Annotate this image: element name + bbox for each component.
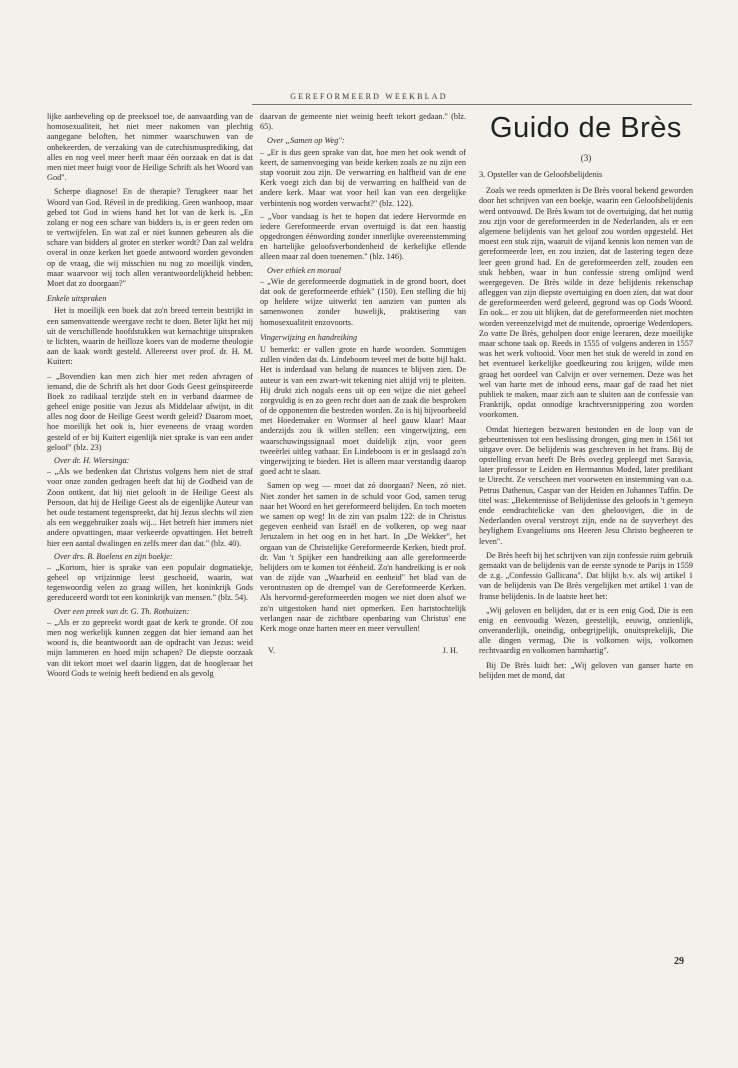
signature-right: J. H.	[442, 646, 458, 656]
page-number: 29	[674, 956, 684, 967]
column-right	[479, 170, 693, 685]
paragraph: Zoals we reeds opmerkten is De Brès vooral bekend geworden door het schrijven van een boekje, waarin een Geloofsbelijdenis werd ontvouwd. De Brès kwam tot de overtuiging, dat het nuttig zou zijn voor de gereformeerden in de Nederlanden, als er een algemene belijdenis van het geloof zou worden opgesteld. Het moest een stuk zijn, waaruit de vijand kennis kon nemen van de gereformeerde leer, en zou inzien, dat de lastering tegen deze leer geen grond had. En de gereformeerden zelf, zouden een stuk hebben, waar in hun confessie streng omlijnd werd weergegeven. De Brès wilde in deze belijdenis rekenschap afleggen van zijn diepste overtuiging en doen zien, dat wat door de gereformeerden werd geleerd, gegrond was op Gods Woord. En ook... er zou uit blijken, dat de gereformeerden niet mochten worden vereenzelvigd met de muitende, oproerige Wederdopers. Zo vatte De Brès, geholpen door enige leeraren, deze moeilijke maar schone taak op. Reeds in 1555 of volgens anderen in 1557 was het werk voltooid. Voor men het stuk de wereld in zond en het eventueel kerkelijke goedkeuring zou krijgen, wilde men graag het oordeel van Calvijn er over vernemen. Deze was het wel van harte met de inhoud eens, maar gaf de raad het niet publiek te maken, maar zich aan te sluiten aan de confessie van Frankrijk, opdat onnodige krachtversnippering zou worden voorkomen.	[479, 186, 693, 420]
paragraph: Het is moeilijk een boek dat zo'n breed terrein bestrijkt in een samenvattende weergave recht te doen. Beter lijkt het mij uit de verschillende hoofdstukken wat kernachtige uitspraken te lichten, waarin de heilloze koers van de moderne theologie aan de kaak wordt gesteld. Allereerst over prof. dr. H. M. Kuitert:	[47, 306, 253, 367]
subheading: Vingerwijzing en handreiking	[260, 332, 358, 342]
paragraph: lijke aanbeveling op de preeksoel toe, de aanvaarding van de homosexualiteit, het niet meer nakomen van plechtig aangegane beloften, het nimmer waarschuwen van de onbekeerden, de verzaking van de catechismusprediking, dat alles en nog veel meer heeft maar één oorzaak en dat is dat men niet meer buigt voor de Heilige Schrift als het Woord van God".	[47, 112, 253, 183]
quotation: – „Kortom, hier is sprake van een populair dogmatiekje, geheel op vrijzinnige leest geschoeid, waarin, wat tegenwoordig velen zo graag willen, het koninkrijk Gods gereduceerd wordt tot een koninkrijk van mensen." (blz. 54).	[47, 562, 253, 603]
subheading: Over dr. H. Wiersinga:	[54, 456, 130, 465]
quotation: – „Bovendien kan men zich hier met reden afvragen of iemand, die de Schrift als het door Gods Geest geïnspireerde Boek zo radikaal terzijde stelt en in verband daarmee de geheel enige positie van Jezus als Middelaar afwijst, in dit alles nog door de Heilige Geest wordt geleid? Daarom moet, hoe moeilijk het ook is, hier eveneens de vraag worden gesteld of er bij Kuitert eigenlijk niet sprake is van een ander geloof" (blz. 23)	[47, 371, 253, 452]
paragraph: daarvan de gemeente niet weinig heeft tekort gedaan." (blz. 65).	[260, 112, 466, 132]
column-middle	[260, 112, 466, 656]
section-heading: 3. Opsteller van de Geloofsbelijdenis	[479, 170, 603, 179]
quotation: – „Er is dus geen sprake van dat, hoe men het ook wendt of keert, de samenvoeging van beide kerken zoals ze nu zijn een stap vooruit zou zijn. De verwarring en halfheid van de ene Kerk voegt zich dan bij de verwarring en halfheid van de andere kerk. Maar wat voor heil kan van een dergelijke verbintenis nog worden verwacht?" (blz. 122).	[260, 147, 466, 208]
quotation: – „Als we bedenken dat Christus volgens hem niet de straf voor onze zonden gedragen heeft dat hij de Godheid van de Zoon ontkent, dat hij niet gelooft in de Heilige Geest als Persoon, dat hij de Heilige Geest als de eigenlijke Auteur van het oude testament tegenspreekt, dat hij Jezus slechts wil zien als een weggebruiker zoals wij... Het betreft hier immers niet andere opvattingen, maar verkeerde opvattingen. Het betreft hier een aantal dwalingen en zelfs meer dan dat." (blz. 40).	[47, 467, 253, 548]
quotation: – „Voor vandaag is het te hopen dat iedere Hervormde en iedere Gereformeerde ervan overtuigd is dat een haastig opgedrongen éénwording zonder innerlijke overeenstemming en hartelijke geloofsverbondenheid de kerkelijke ellende alleen maar zal doen toenemen." (blz. 146).	[260, 211, 466, 262]
paragraph: De Brès heeft bij het schrijven van zijn confessie ruim gebruik gemaakt van de belijdenis van de eerste synode te Parijs in 1559 de z.g. „Confessio Gallicana". Dat blijkt b.v. als wij artikel 1 van de belijdenis van De Brès vergelijken met artikel 1 van de franse belijdenis. In de laatste heet het:	[479, 550, 693, 601]
subheading: Over ethiek en moraal	[267, 265, 341, 275]
signature-left: V.	[268, 646, 275, 656]
quotation: – „Wie de gereformeerde dogmatiek in de grond boort, doet dat ook de gereformeerde ethiek" (150). Een stelling die hij op heldere wijze uitwerkt ten aanzien van punten als samenwonen zonder huwelijk, praktisering van homosexualiteit enzovoorts.	[260, 276, 466, 327]
paragraph: Omdat hiertegen bezwaren bestonden en de loop van de gebeurtenissen tot een beslissing drongen, ging men in 1561 tot uitgave over. De belijdenis was geschreven in het frans. Bij de opstelling ervan heeft De Brès overleg gepleegd met Saravia, later professor te Leiden en Hermannus Moded, later predikant te Utrecht. Ze verscheen met voorweten en instemming van o.a. Petrus Dathenus, Caspar van der Heiden en Johannes Taffin. De titel was: „Bekentenisse of Belijdenisse des geloofs in 't gemeyn ende eendrachtelicke van den gheloovigen, die in de Nederlanden overal verstroyt zijn, ende na de suyverheyt des heylighem Evangeliums ons Heeren Jesu Christo begheeren te leven".	[479, 424, 693, 546]
paragraph: „Wij geloven en belijden, dat er is een enig God, Die is een enig en eenvoudig Wezen, geestelijk, eeuwig, onzienlijk, onveranderlijk, oneindig, onbegrijpelijk, onuitsprekelijk, Die alle dingen vermag, Die is volkomen wijs, volkomen rechtvaardig en volkomen barmhartig".	[479, 605, 693, 656]
paragraph: Samen op weg — moet dat zó doorgaan? Neen, zó niet. Niet zonder het samen in de schuld voor God, samen terug naar het Woord en het gereformeerd belijden. En toch moeten we samen op weg! In de zin van psalm 122: de in Christus gegeven eenheid van Israël en de volkeren, op weg naar Jeruzalem in het oog en in het hart. In „De Wekker", het orgaan van de Christelijke Gereformeerde Kerken, biedt prof. dr. Van 't Spijker een handreiking aan alle gereformeerde belijders om te komen tot éénheid. Zo'n handreiking is er ook van de zijde van „Waarheid en eenheid" het blad van de verontrusten op de drempel van de Gereformeerde Kerken. Als hervormd-gereformeerden mogen we niet doen alsof we zo'n uitgestoken hand niet opmerken. Een hartstochtelijk verlangen naar de zichtbare openbaring van Christus' ene Kerk moge onze harten meer en meer vervullen!	[260, 481, 466, 633]
subheading: Over een preek van dr. G. Th. Rothuizen:	[54, 606, 190, 616]
quotation: – „Als er zo gepreekt wordt gaat de kerk te gronde. Of zou men nog werkelijk kunnen zeggen dat hier iemand aan het woord is, die beantwoordt aan de opdracht van Jezus: weid mijn lammeren en hoed mijn schapen? De diepste oorzaak van dit tekort moet wel daarin liggen, dat de hoogleraar het Woord Gods te weinig heeft bediend en als gevolg	[47, 617, 253, 678]
paragraph: Scherpe diagnose! En de therapie? Terugkeer naar het Woord van God. Réveil in de prediking. Geen wanhoop, maar gebed tot God in wiens hand het lot van de kerk is. „En zolang er nog een schare van bidders is, is er geen reden om te vertwijfelen. En wat zal er niet kunnen gebeuren als die schare van bidders al groter en sterker wordt? Dan zal weldra overal in onze kerken het goede antwoord worden gevonden op de vraag, die wij misschien nu nog zo moeilijk vinden, maar waarvoor wij toch allen verantwoordelijkheid hebben: Moet dat zo doorgaan?"	[47, 187, 253, 288]
article-title: Guido de Brès	[490, 112, 682, 144]
article-part-number: (3)	[580, 153, 592, 163]
signature-line	[260, 646, 466, 656]
paragraph: U bemerkt: er vallen grote en harde woorden. Sommigen zullen vinden dat ds. Lindeboom teveel met de botte bijl hakt. Het is inderdaad van belang de nuances te blijven zien. De auteur is van een zwart-wit tekening niet altijd vrij te pleiten. Hij drukt zich nogals eens uit op een wijze die niet geheel zorgvuldig is en zo geen recht doet aan de zaak die besproken of de opponenten die bestreden worden. Zo is hij bijvoorbeeld met Hoedemaker en Wormser al heel gauw klaar! Maar anderzijds zou ik willen stellen: een vingerwijzing, een waarschuwingssignaal moet duidelijk zijn, voor geen tweeërlei uitleg vatbaar. En Lindeboom is er in geslaagd zo'n vingerwijzing te bieden. Het is alleen maar verstandig daarop goed acht te slaan.	[260, 344, 466, 477]
paragraph: Bij De Brès luidt het: „Wij geloven van ganser harte en belijden met de mond, dat	[479, 660, 693, 680]
column-left	[47, 112, 253, 682]
subheading: Over drs. B. Boelens en zijn boekje:	[54, 551, 173, 561]
running-header: GEREFORMEERD WEEKBLAD	[290, 92, 448, 101]
subheading: Enkele uitspraken	[47, 294, 107, 304]
header-rule	[252, 104, 692, 105]
subheading: Over „Samen op Weg":	[267, 136, 345, 146]
